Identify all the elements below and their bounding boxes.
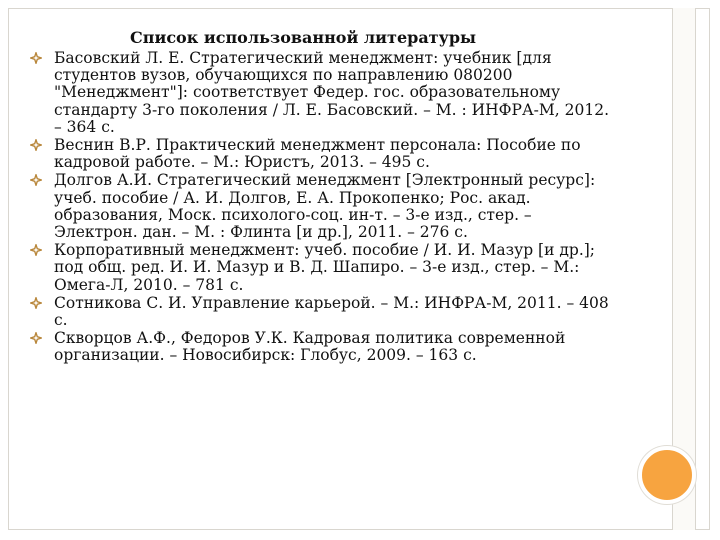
reference-text: Веснин В.Р. Практический менеджмент персонала: Пособие по кадровой работе. – М.: Юристъ, 2013. – 495 с. [54,136,581,172]
four-point-star-icon [30,139,42,151]
reference-item-4 [30,242,620,294]
reference-item-1 [30,50,620,136]
reference-list [30,50,620,365]
four-point-star-icon [30,244,42,256]
reference-text: Басовский Л. Е. Стратегический менеджмент: учебник [для студентов вузов, обучающихся по направлению 080200 "Менеджмент"]: соответствует Федер. гос. образовательному стандарту 3-го поколения / Л. Е. Басовский. – М. : ИНФРА-М, 2012. – 364 с. [54,49,610,136]
slide-content [30,28,620,366]
four-point-star-icon [30,332,42,344]
four-point-star-icon [30,52,42,64]
reference-text: Скворцов А.Ф., Федоров У.К. Кадровая политика современной организации. – Новосибирск: Глобус, 2009. – 163 с. [54,329,566,365]
reference-item-3 [30,172,620,241]
reference-text: Сотникова С. И. Управление карьерой. – М.: ИНФРА-М, 2011. – 408 с. [54,293,609,330]
four-point-star-icon [30,174,42,186]
reference-text: Долгов А.И. Стратегический менеджмент [Электронный ресурс]: учеб. пособие / А. И. Долгов, Е. А. Прокопенко; Рос. акад. образования, Моск. психолого-соц. ин-т. – 3-е изд., стер. – Электрон. дан. – М. : Флинта [и др.], 2011. – 276 с. [54,171,596,242]
reference-text: Корпоративный менеджмент: учеб. пособие / И. И. Мазур [и др.]; под общ. ред. И. И. Мазур и В. Д. Шапиро. – 3-е изд., стер. – М.: Омега-Л, 2010. – 781 с. [54,241,596,294]
reference-item-6 [30,330,620,364]
reference-item-2 [30,137,620,171]
reference-item-5 [30,295,620,329]
slide-title: Список использованной литературы [130,28,477,47]
decorative-orange-circle [638,446,696,504]
four-point-star-icon [30,297,42,309]
